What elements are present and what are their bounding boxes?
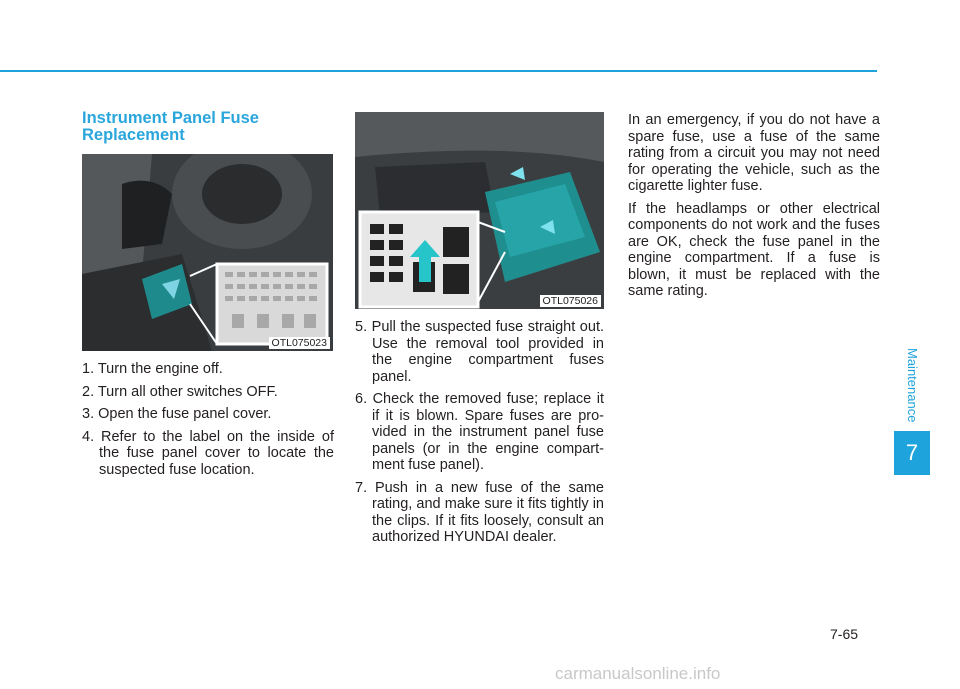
step-item: 5. Pull the suspected fuse straight out. Use the removal tool provided in the engine compartment fuses panel. [355,319,604,385]
step-item: 6. Check the removed fuse; replace it if it is blown. Spare fuses are pro-vided in the instrument panel fuse panels (or in the engine compart-ment fuse panel). [355,391,604,473]
column-right [628,112,880,306]
paragraph: If the headlamps or other electrical components do not work and the fuses are OK, check the fuse panel in the engine compartment. If a fuse is blown, it must be replaced with the same rating. [628,200,880,299]
page-number: 7-65 [830,626,859,642]
chapter-label: Maintenance [905,347,920,423]
section-title: Instrument Panel Fuse Replacement [82,109,259,144]
step-item: 7. Push in a new fuse of the same rating, and make sure it fits tightly in the clips. If it fits loosely, consult an authorized HYUNDAI dealer. [355,479,604,545]
step-item: 1. Turn the engine off. [82,361,223,377]
photo-caption-middle: OTL075026 [540,295,601,307]
chapter-number-tab: 7 [894,431,930,475]
instrument-panel-photo [82,154,333,351]
step-item: 4. Refer to the label on the inside of the fuse panel cover to locate the suspected fuse location. [82,428,334,478]
steps-list-2 [355,319,604,546]
header-rule [0,70,877,72]
engine-compartment-photo [355,112,604,309]
step-item: 3. Open the fuse panel cover. [82,406,272,422]
watermark: carmanualsonline.info [555,664,721,683]
column-left [82,110,334,484]
instrument-panel-illustration [82,154,333,351]
step-item: 2. Turn all other switches OFF. [82,383,278,400]
photo-caption-left: OTL075023 [269,337,330,349]
steps-list-1 [82,361,334,478]
paragraph: In an emergency, if you do not have a spare fuse, use a fuse of the same rating from a circuit you may not need for operating the vehicle, such as the cigarette lighter fuse. [628,112,880,194]
engine-fuse-box-illustration [355,112,604,309]
column-middle [355,112,604,552]
